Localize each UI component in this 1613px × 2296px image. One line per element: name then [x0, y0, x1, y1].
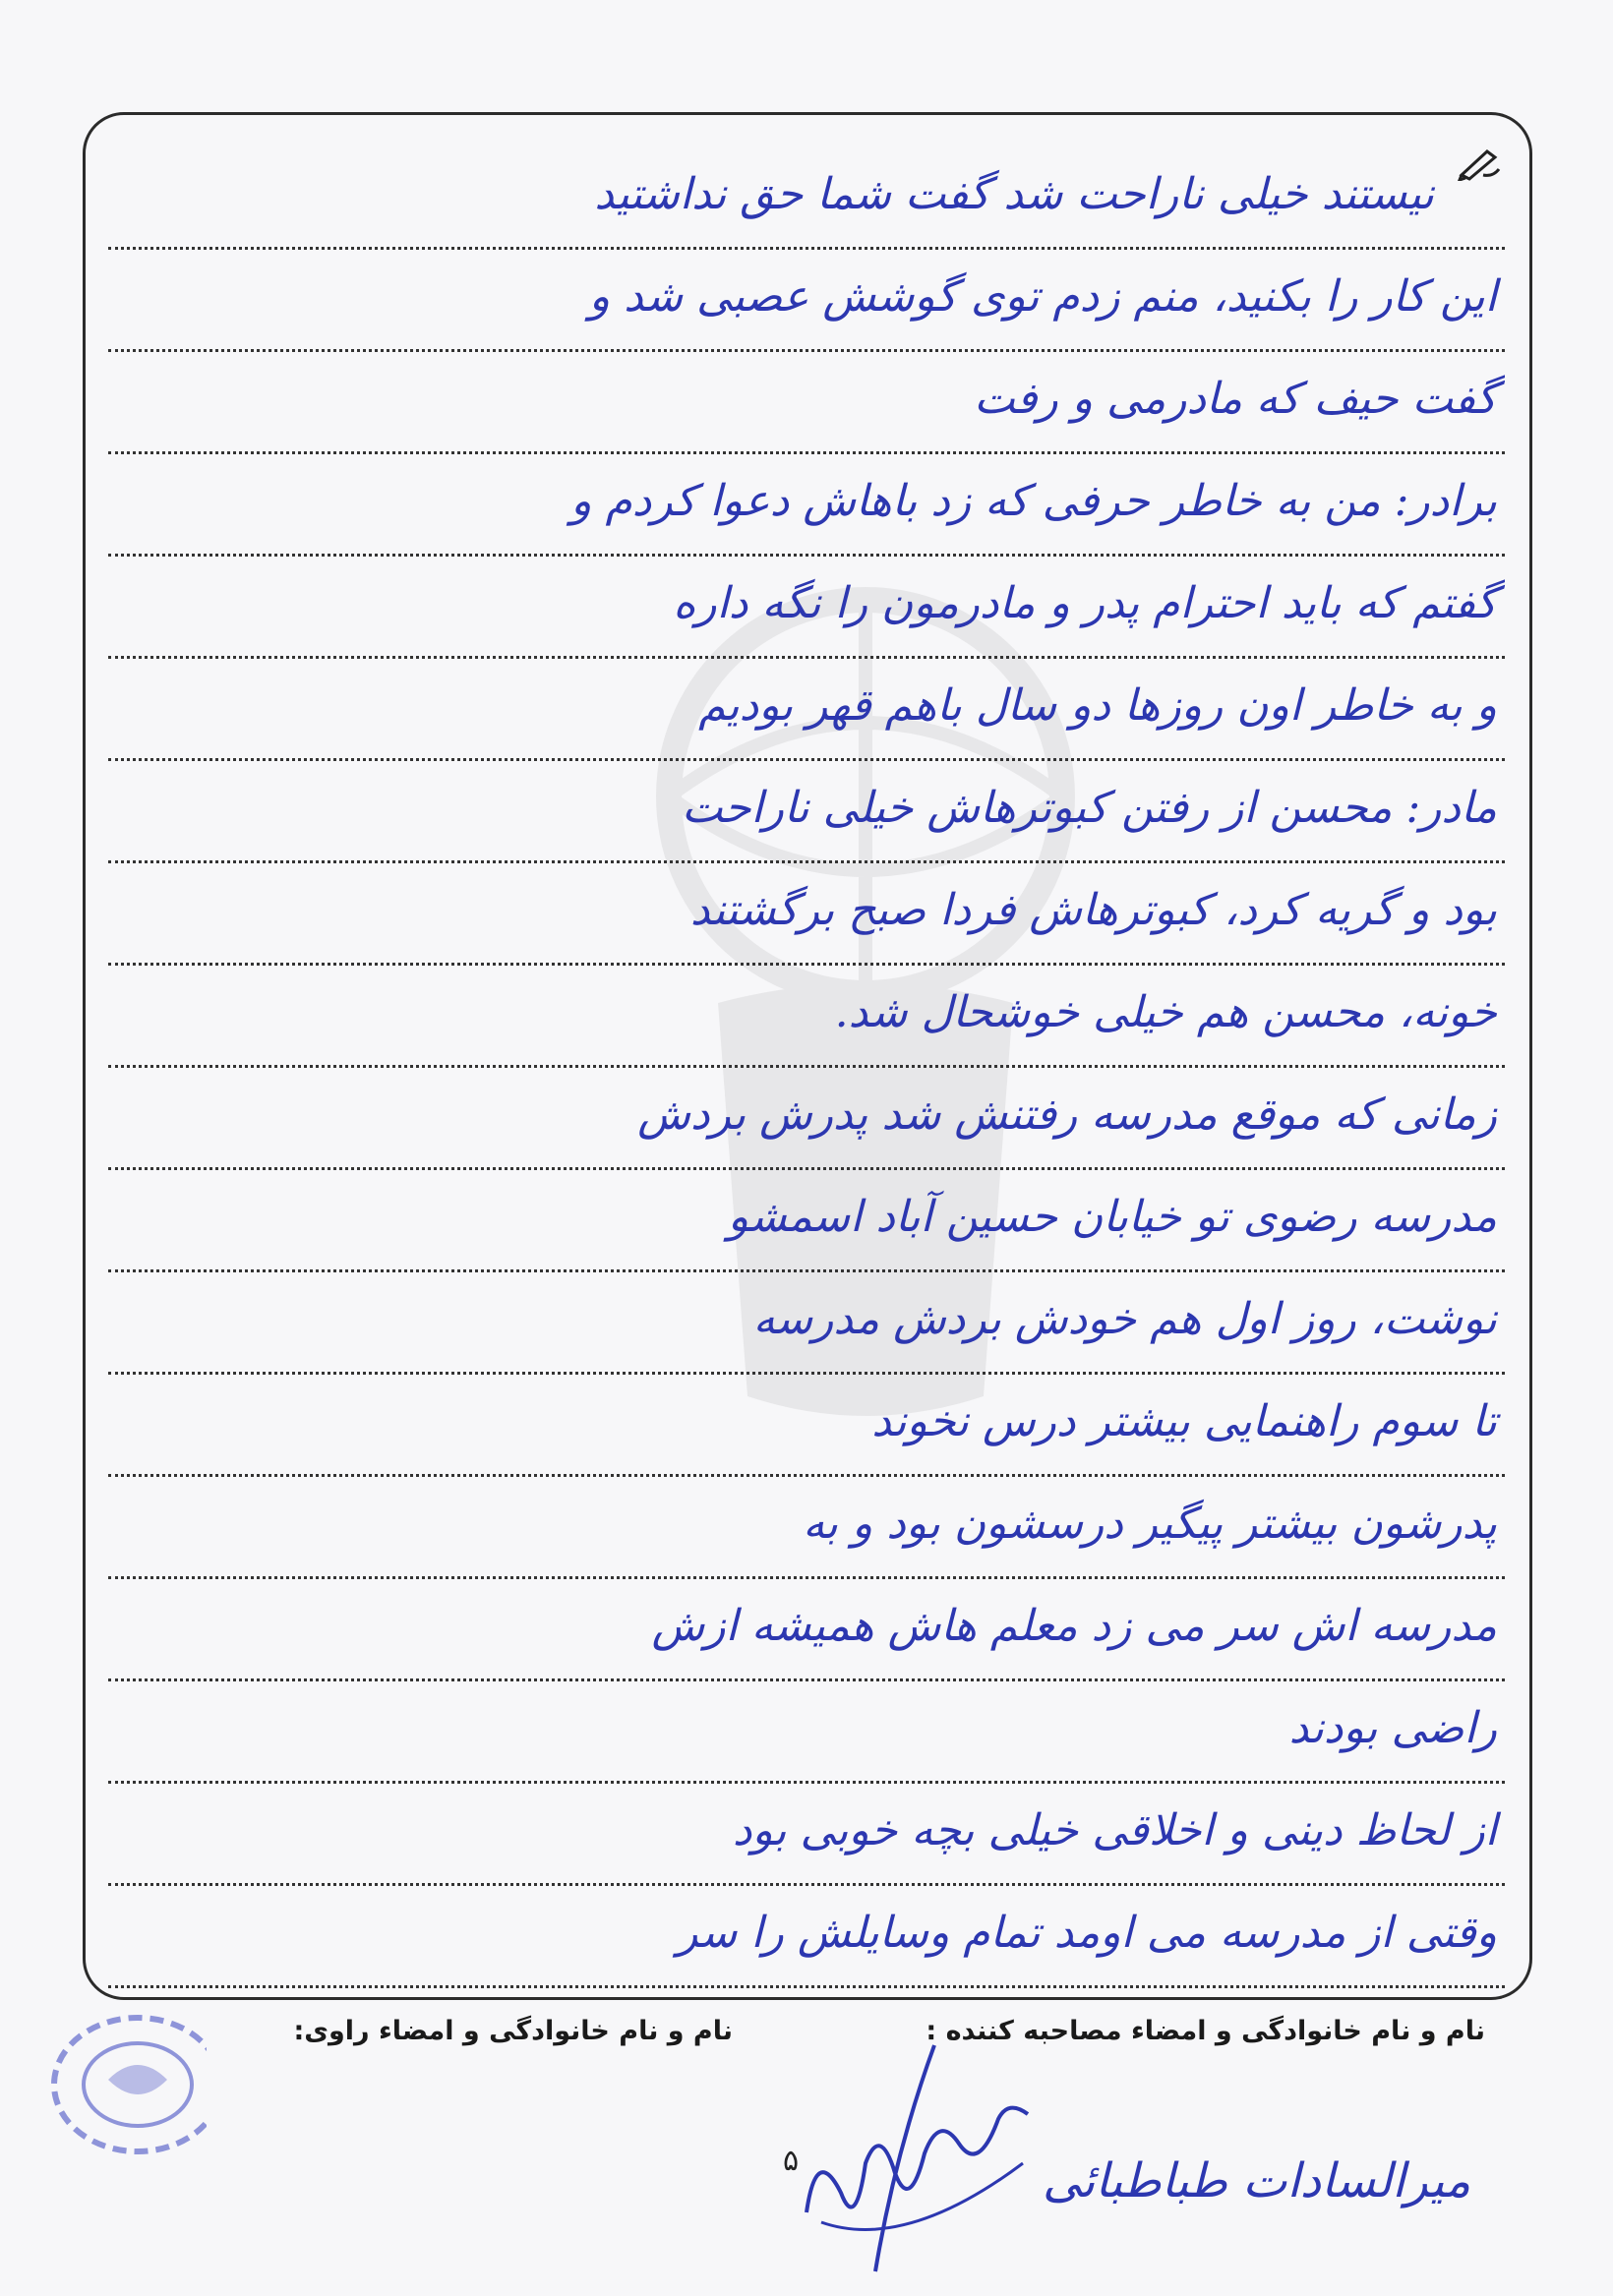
transcript-line: و به خاطر اون روزها دو سال باهم قهر بودیم [108, 659, 1505, 761]
stamp-mark [30, 2011, 207, 2158]
transcript-line: از لحاظ دینی و اخلاقی خیلی بچه خوبی بود [108, 1784, 1505, 1886]
narrator-signature-label: نام و نام خانوادگی و امضاء راوی: [293, 2016, 733, 2046]
transcript-line: راضی بودند [108, 1681, 1505, 1784]
transcript-line: مادر: محسن از رفتن کبوترهاش خیلی ناراحت [108, 761, 1505, 863]
transcript-line: گفتم که باید احترام پدر و مادرمون را نگه داره [108, 557, 1505, 659]
transcript-line: برادر: من به خاطر حرفی که زد باهاش دعوا کردم و [108, 454, 1505, 557]
signer-name: میرالسادات طباطبائی [1043, 2153, 1471, 2208]
transcript-line: نوشت، روز اول هم خودش بردش مدرسه [108, 1272, 1505, 1375]
transcript-line: زمانی که موقع مدرسه رفتنش شد پدرش بردش [108, 1068, 1505, 1170]
transcript-line: مدرسه رضوی تو خیابان حسین آباد اسمشو [108, 1170, 1505, 1272]
transcript-line: گفت حیف که مادرمی و رفت [108, 352, 1505, 454]
transcript-line: تا سوم راهنمایی بیشتر درس نخوند [108, 1375, 1505, 1477]
transcript-line: وقتی از مدرسه می اومد تمام وسایلش را سر [108, 1886, 1505, 1988]
transcript-lines [108, 147, 1505, 1967]
page-number: ۵ [783, 2144, 800, 2178]
transcript-line: خونه، محسن هم خیلی خوشحال شد. [108, 966, 1505, 1068]
interviewer-signature-label: نام و نام خانوادگی و امضاء مصاحبه کننده : [926, 2016, 1485, 2046]
transcript-line: بود و گریه کرد، کبوترهاش فردا صبح برگشتند [108, 863, 1505, 966]
transcript-line: مدرسه اش سر می زد معلم هاش همیشه ازش [108, 1579, 1505, 1681]
transcript-line: این کار را بکنید، منم زدم توی گوشش عصبی شد و [108, 250, 1505, 352]
transcript-line: پدرشون بیشتر پیگیر درسشون بود و به [108, 1477, 1505, 1579]
transcript-line: نیستند خیلی ناراحت شد گفت شما حق نداشتید [108, 147, 1505, 250]
